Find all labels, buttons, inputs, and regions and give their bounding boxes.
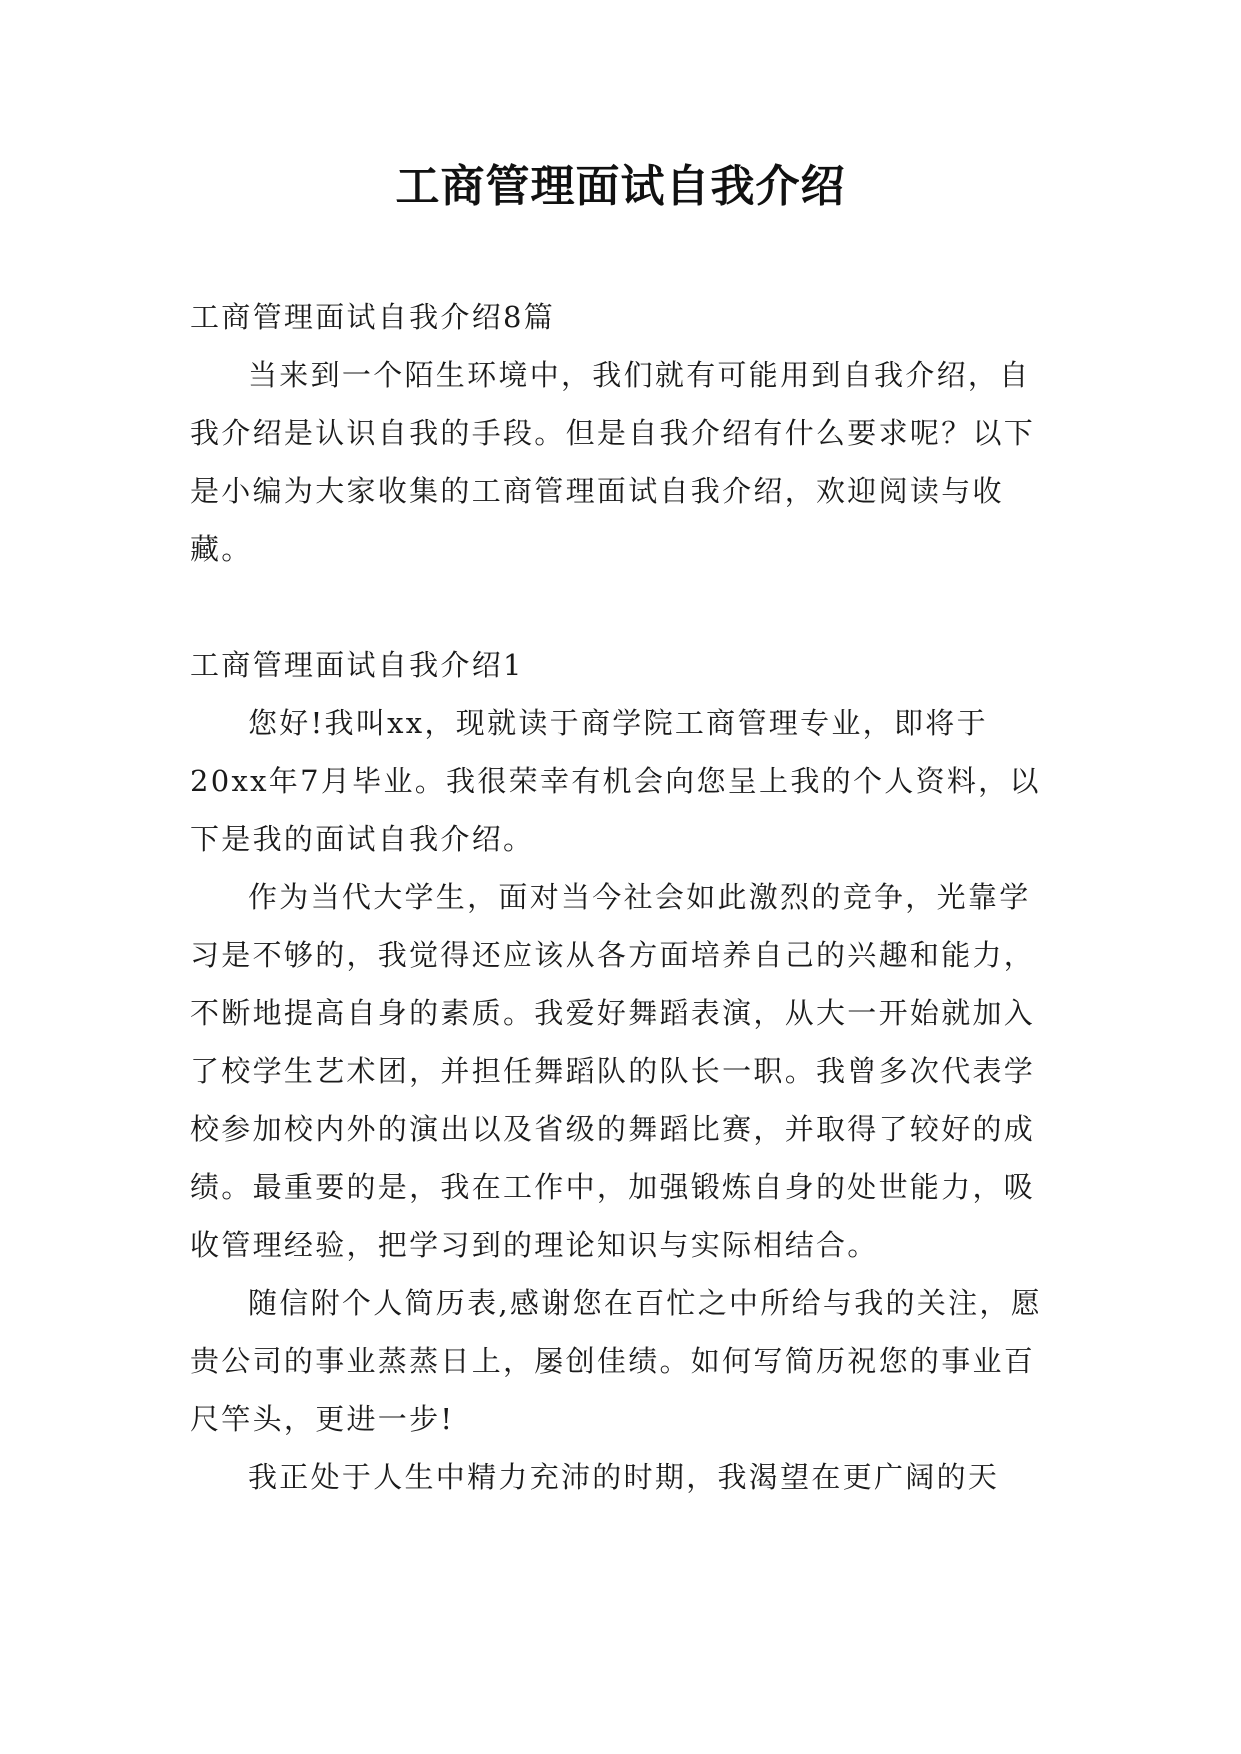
paragraph-spacer (190, 578, 1050, 636)
section-heading: 工商管理面试自我介绍1 (190, 648, 524, 682)
document-subtitle: 工商管理面试自我介绍8篇 (190, 300, 556, 334)
body-paragraph: 您好!我叫xx，现就读于商学院工商管理专业，即将于20xx年7月毕业。我很荣幸有机会向您呈上我的个人资料，以下是我的面试自我介绍。 (190, 706, 1041, 856)
body-paragraph: 随信附个人简历表,感谢您在百忙之中所给与我的关注，愿贵公司的事业蒸蒸日上，屡创佳绩。如何写简历祝您的事业百尺竿头，更进一步! (190, 1286, 1043, 1436)
intro-paragraph: 当来到一个陌生环境中，我们就有可能用到自我介绍，自我介绍是认识自我的手段。但是自我介绍有什么要求呢？以下是小编为大家收集的工商管理面试自我介绍，欢迎阅读与收藏。 (190, 358, 1036, 566)
document-body (190, 288, 1050, 1506)
document-title: 工商管理面试自我介绍 (395, 161, 846, 212)
body-paragraph: 我正处于人生中精力充沛的时期，我渴望在更广阔的天 (248, 1460, 1000, 1494)
body-paragraph: 作为当代大学生，面对当今社会如此激烈的竞争，光靠学习是不够的，我觉得还应该从各方面培养自己的兴趣和能力，不断地提高自身的素质。我爱好舞蹈表演，从大一开始就加入了校学生艺术团，并担任舞蹈队的队长一职。我曾多次代表学校参加校内外的演出以及省级的舞蹈比赛，并取得了较好的成绩。最重要的是，我在工作中，加强锻炼自身的处世能力，吸收管理经验，把学习到的理论知识与实际相结合。 (190, 880, 1036, 1262)
